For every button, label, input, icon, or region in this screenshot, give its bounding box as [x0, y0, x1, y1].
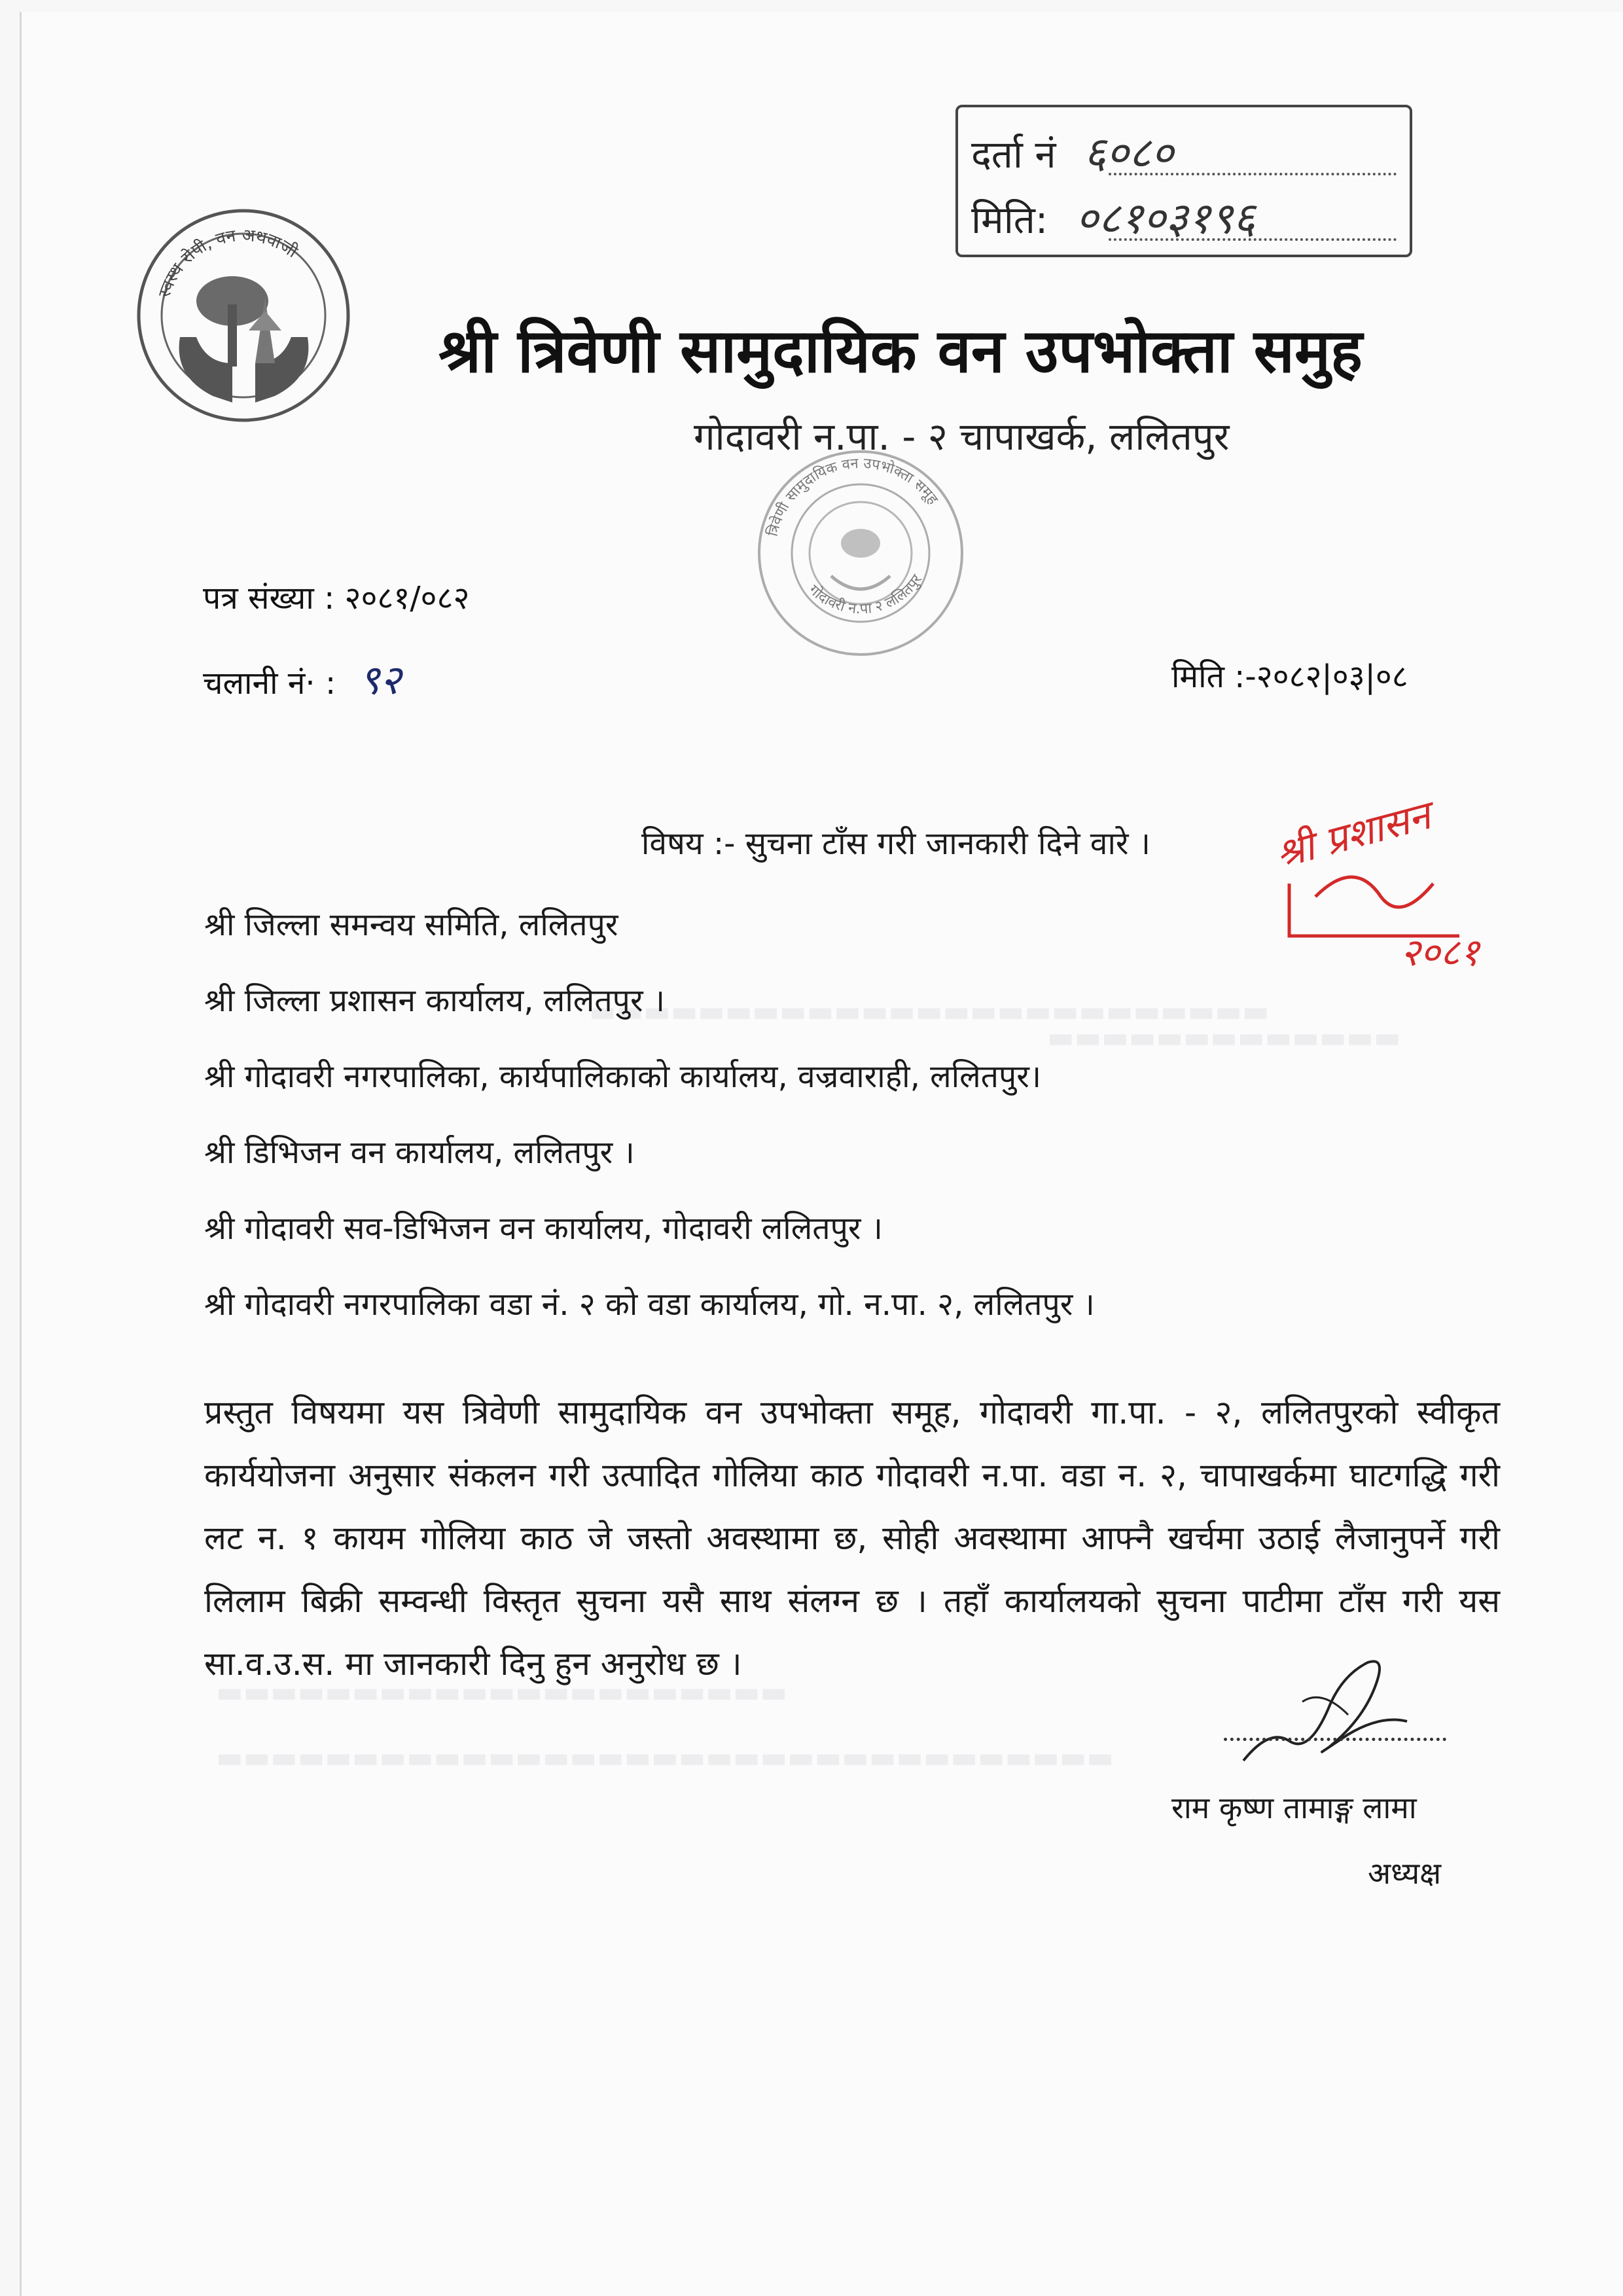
red-note-line2: २०८१ — [1400, 930, 1480, 975]
logo-motto: स्वस्थ रोपी, वन अथवाजी — [154, 225, 301, 300]
darta-value: ६०८० — [1083, 128, 1174, 178]
miti-label: मिति: — [971, 198, 1048, 242]
recipient-item: श्री गोदावरी नगरपालिका वडा नं. २ को वडा कार्यालय, गो. न.पा. २, ललितपुर । — [204, 1286, 1095, 1323]
registration-stamp — [955, 105, 1412, 257]
dispatch-label: चलानी नं· : — [203, 665, 336, 702]
miti-value: ०८१०३१९६ — [1075, 193, 1256, 243]
dispatch-number-row — [203, 651, 401, 706]
darta-label: दर्ता नं — [971, 132, 1056, 177]
letter-body: प्रस्तुत विषयमा यस त्रिवेणी सामुदायिक वन उपभोक्ता समूह, गोदावरी गा.पा. - २, ललितपुरको स्वीकृत कार्ययोजना अनुसार संकलन गरी उत्पादित गोलिया काठ गोदावरी न.पा. वडा न. २, चापाखर्कमा घाटगद्धि गरी लट न. १ कायम गोलिया काठ जे जस्तो अवस्थामा छ, सोही अवस्थामा आफ्नै खर्चमा उठाई लैजानुपर्ने गरी लिलाम बिक्री सम्वन्धी विस्तृत सुचना यसै साथ संलग्न छ । तहाँ कार्यालयको सुचना पाटीमा टाँस गरी यस सा.व.उ.स. मा जानकारी दिनु हुन अनुरोध छ । — [204, 1393, 1500, 1683]
organization-address: गोदावरी न.पा. - २ चापाखर्क, ललितपुर — [694, 414, 1230, 459]
signer-title: अध्यक्ष — [1368, 1856, 1442, 1891]
signature-scribble — [1230, 1649, 1427, 1774]
miti-row — [971, 187, 1255, 246]
signer-name: राम कृष्ण तामाङ्ग लामा — [1171, 1790, 1417, 1825]
signature-line — [1224, 1738, 1446, 1741]
seal-text: त्रिवेणी सामुदायिक वन उपभोक्ता समूह — [764, 455, 941, 539]
recipients-list — [204, 887, 1382, 1342]
letter-number: पत्र संख्या : २०८१/०८२ — [203, 580, 470, 617]
darta-row — [971, 122, 1173, 181]
recipient-item: श्री डिभिजन वन कार्यालय, ललितपुर । — [204, 1134, 635, 1171]
letter-subject: विषय :- सुचना टाँस गरी जानकारी दिने वारे । — [641, 825, 1150, 862]
forest-group-logo — [134, 206, 353, 425]
seal-bottom-text: गोदावरी न.पा २ ललितपुर — [805, 571, 926, 618]
darta-dotted-line — [1109, 173, 1397, 175]
official-seal — [753, 445, 969, 661]
miti-dotted-line — [1109, 238, 1397, 241]
letter-date: मिति :-२०८२|०३|०८ — [1171, 658, 1408, 695]
recipient-item: श्री गोदावरी नगरपालिका, कार्यपालिकाको कार्यालय, वज्रवाराही, ललितपुर। — [204, 1058, 1042, 1095]
recipient-item: श्री गोदावरी सव-डिभिजन वन कार्यालय, गोदावरी ललितपुर । — [204, 1210, 883, 1247]
organization-name: श्री त्रिवेणी सामुदायिक वन उपभोक्ता समुह — [438, 316, 1363, 386]
red-note-line1: श्री प्रशासन — [1270, 792, 1436, 878]
dispatch-value: ९२ — [359, 656, 401, 704]
recipient-item: श्री जिल्ला समन्वय समिति, ललितपुर — [204, 906, 618, 943]
recipient-item: श्री जिल्ला प्रशासन कार्यालय, ललितपुर । — [204, 982, 666, 1019]
